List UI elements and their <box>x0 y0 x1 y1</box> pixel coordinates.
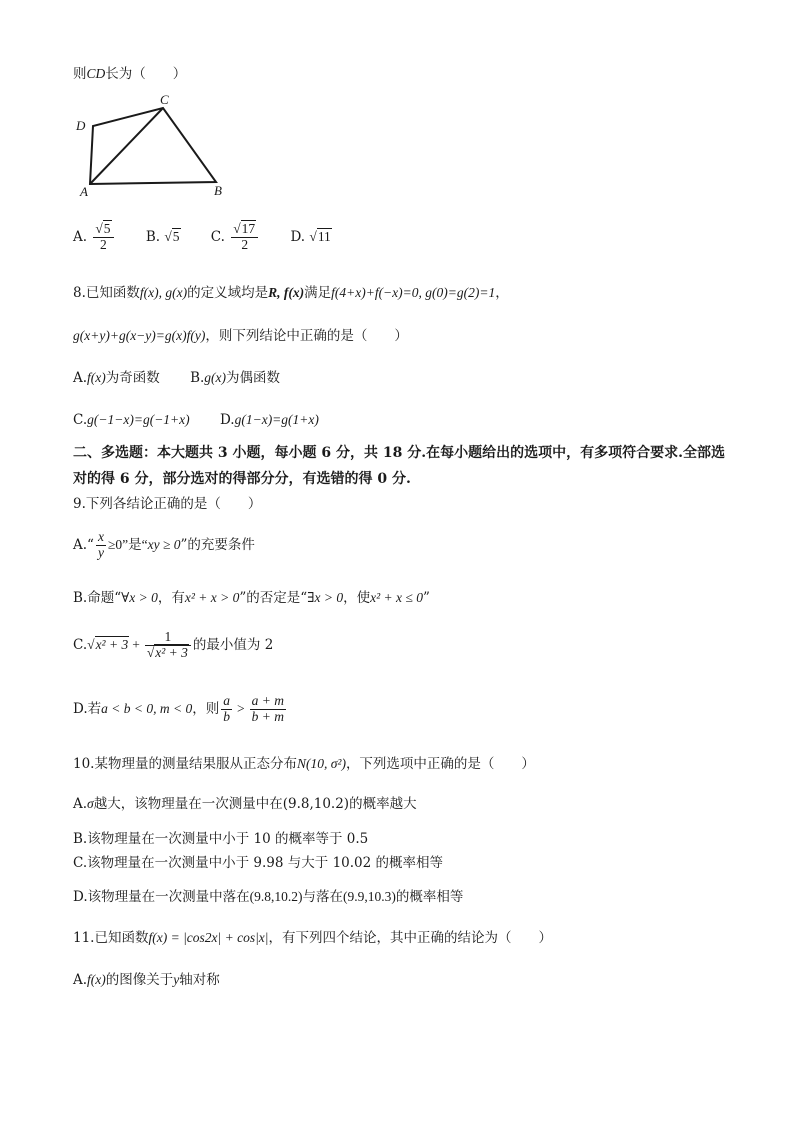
q7-option-a[interactable] <box>73 222 116 253</box>
q8-option-a[interactable]: A.f(x)为奇函数 <box>73 370 160 386</box>
q8-math: f(4+x)+f(−x)=0, g(0)=g(2)=1 <box>331 285 496 300</box>
q10-option-c[interactable]: C.该物理量在一次测量中小于 9.98 与大于 10.02 的概率相等 <box>73 855 444 871</box>
q7-option-a-value: $\frac{√5}{2}$ <box>93 222 113 253</box>
q10-stem: 10.某物理量的测量结果服从正态分布N(10, σ²)，下列选项中正确的是（ ） <box>73 756 535 772</box>
q9-option-a[interactable]: A.“ $\frac{x}{y}$ ≥0”是“xy ≥ 0”的充要条件 <box>73 529 255 560</box>
q8-text: ， <box>495 285 509 301</box>
label-c: C <box>160 92 169 107</box>
q9-stem: 9.下列各结论正确的是（ ） <box>73 496 262 512</box>
q9-option-c[interactable]: C.√x² + 3 + $\frac{1}{\text{√x² + 3}}$ 的最小值为 2 <box>73 629 274 660</box>
q8-math: R, f(x) <box>268 285 305 300</box>
q7-options <box>73 222 358 253</box>
q7-option-c-value: $\frac{√17}{2}$ <box>231 222 258 253</box>
q9-c-radicand: x² + 3 <box>95 636 129 652</box>
label-d: D <box>76 118 86 133</box>
q7-stem-prefix: 则 <box>73 66 87 82</box>
q9-option-d[interactable]: D.若a < b < 0, m < 0，则 $\frac{a}{b}$ > $\frac{a + m}{b + m}$ <box>73 693 284 724</box>
q7-option-d-label: D. <box>290 228 306 245</box>
q8-math: g(x+y)+g(x−y)=g(x)f(y) <box>73 328 206 343</box>
q10-option-d[interactable]: D.该物理量在一次测量中落在(9.8,10.2)与落在(9.9,10.3)的概率相等 <box>73 889 464 905</box>
q9-d-frac2-den: b + m <box>251 708 284 724</box>
q10-option-b[interactable]: B.该物理量在一次测量中小于 10 的概率等于 0.5 <box>73 831 369 847</box>
q7-option-c-label: C. <box>210 228 225 245</box>
label-b: B <box>214 183 222 198</box>
q7-stem <box>73 66 186 82</box>
q9-option-b[interactable]: B.命题“∀x > 0，有x² + x > 0”的否定是“∃x > 0，使x² + x ≤ 0” <box>73 590 430 606</box>
q7-option-b[interactable] <box>146 229 181 245</box>
q7-option-d[interactable] <box>290 229 331 245</box>
q8-math: f(x), g(x) <box>139 285 188 300</box>
q8-options-ab <box>73 370 306 386</box>
q9-c-frac-num: 1 <box>164 629 172 644</box>
q7-option-a-label: A. <box>73 228 88 245</box>
q7-option-c[interactable] <box>211 222 260 253</box>
q8-option-c[interactable]: C.g(−1−x)=g(−1+x) <box>73 412 190 428</box>
q9-d-frac1-num: a <box>223 693 230 708</box>
label-a: A <box>80 184 88 199</box>
q9-d-frac1-den: b <box>223 708 230 724</box>
q7-stem-suffix: 长为（ ） <box>105 66 187 82</box>
q8-options-cd <box>73 412 345 428</box>
q8-text: ，则下列结论中正确的是（ ） <box>205 328 408 344</box>
q8-line1 <box>73 285 509 301</box>
q8-line2 <box>73 328 408 344</box>
q9-c-frac-den: x² + 3 <box>155 644 188 660</box>
q7-figure <box>72 92 232 200</box>
q7-option-b-label: B. <box>145 228 161 245</box>
q10-option-a[interactable]: A.σ越大，该物理量在一次测量中在(9.8,10.2)的概率越大 <box>73 796 417 812</box>
q7-option-b-value: √5 <box>164 228 180 244</box>
q9-a-frac-num: x <box>97 529 104 544</box>
q7-stem-var: CD <box>86 66 106 81</box>
q9-a-frac-den: y <box>97 544 104 560</box>
q8-text: 满足 <box>304 285 332 301</box>
q9-d-frac2-num: a + m <box>251 693 284 708</box>
q7-option-d-value: √11 <box>309 228 331 244</box>
q11-option-a[interactable]: A.f(x)的图像关于y轴对称 <box>73 972 220 988</box>
q8-option-b[interactable]: B.g(x)为偶函数 <box>190 370 281 386</box>
q8-text: 的定义域均是 <box>187 285 269 301</box>
q8-option-d[interactable]: D.g(1−x)=g(1+x) <box>219 412 319 428</box>
q11-stem: 11.已知函数f(x) = |cos2x| + cos|x|，有下列四个结论，其中正确的结论为（ ） <box>73 930 553 946</box>
section-2-heading: 二、多选题：本大题共 3 小题，每小题 6 分，共 18 分.在每小题给出的选项中，有多项符合要求.全部选对的得 6 分，部分选对的得部分分，有选错的得 0 分. <box>73 445 725 487</box>
q8-text: 8.已知函数 <box>73 285 140 301</box>
diagonal-ac <box>90 108 163 184</box>
